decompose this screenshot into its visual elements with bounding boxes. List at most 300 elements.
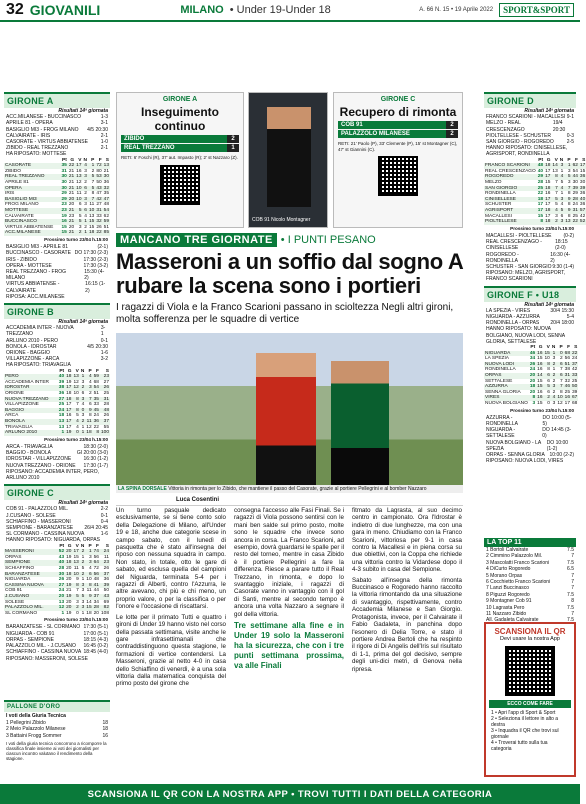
next-round-label: Prossimo turno 23/04 h.15:00: [44, 236, 108, 242]
standings-cell: 18: [66, 560, 72, 566]
result-score: 1-3: [100, 114, 108, 121]
standings-cell: 7: [76, 402, 79, 408]
standings-cell: CASORATE: [4, 163, 60, 169]
standings-cell: 52: [579, 219, 586, 225]
standings-cell: 15: [579, 168, 586, 174]
result-match: MELZO - REAL CRESCENZAGO: [486, 120, 525, 133]
standings-cell: 14: [537, 372, 543, 378]
standings-cell: 17: [537, 207, 544, 213]
standings-cell: 28: [537, 180, 544, 185]
standings-cell: 15: [61, 230, 67, 236]
card-c-row-1: COB 91 2: [338, 121, 458, 129]
standings-cell: 41: [93, 582, 99, 588]
fixture-match: RIPOSANO: MASSERONI, SOLESE: [6, 655, 88, 662]
standings-cell: 10: [88, 207, 95, 213]
standings-cell: 19: [66, 593, 72, 599]
match-card-girone-c: [333, 92, 463, 228]
standings-cell: 16: [564, 395, 571, 401]
standings-cell: 39: [100, 583, 110, 589]
standings-cell: 7: [551, 186, 558, 192]
standings-header-cell: S: [105, 368, 109, 374]
standings-cell: 29: [61, 191, 67, 197]
standings-cell: 5: [88, 174, 95, 180]
standings-cell: 47: [103, 196, 109, 202]
standings-header-cell: Pt: [538, 157, 544, 163]
standings-cell: 74: [93, 549, 99, 555]
standings-cell: 12: [76, 180, 82, 185]
standings-cell: 16: [537, 395, 543, 401]
standings-cell: 18: [88, 230, 95, 236]
round-label: Risultati 14ª giornata: [58, 500, 108, 507]
standings-cell: 18: [545, 185, 551, 191]
standings-cell: 2: [551, 219, 558, 225]
top11-player: 6 Cocchietto Franco Scarioni: [486, 579, 551, 586]
standings-cell: 5: [75, 219, 82, 225]
standings-cell: 68: [93, 379, 99, 385]
standings-cell: 18: [545, 163, 551, 169]
fixture-time: (0-2): [563, 232, 574, 239]
fixture-match: OPERA - MOTTESE: [6, 262, 52, 269]
left-column: [4, 92, 110, 662]
fixture-match: PALAZZOLO MIL. - J.CUSANO: [6, 643, 76, 650]
standings-cell: SENNA GLORIA: [485, 389, 521, 395]
standings-cell: 30: [61, 174, 67, 180]
standings-cell: SETTALESE: [485, 378, 513, 384]
standings-cell: 16: [76, 168, 82, 174]
app-promo-box: [484, 622, 576, 777]
standings-cell: 48: [537, 163, 544, 169]
fixture-match: RIPOSANO: MELZO, AGRISPORT, FRANCO SCARIONI: [486, 270, 566, 283]
standings-cell: 21: [68, 191, 75, 197]
player-portrait: [248, 92, 328, 228]
standings-cell: SL CORMANO: [5, 610, 38, 616]
result-match: ORIONE - BAGGIO: [6, 349, 50, 356]
top11-vote: 7.5: [567, 617, 574, 624]
app-steps-title: ECCO COME FARE: [489, 700, 571, 708]
standings-cell: 13: [552, 168, 558, 174]
top11-vote: 7: [571, 585, 574, 592]
photo-caption: LA SPINA DORSALE Vittoria in rimonta per lo Zibido, che mantiene il passo del Casorate, grazie al portiere Pellegrini e al bomber Nazzaro: [116, 485, 463, 493]
fixture-row: [484, 458, 576, 464]
result-score: 1-6: [100, 349, 108, 356]
standings-cell: 12: [58, 605, 65, 611]
result-match: J.CUSANO - SOLESE: [6, 512, 56, 519]
app-title: SCANSIONA IL QR: [494, 627, 566, 636]
standings-cell: 3: [81, 396, 85, 402]
standings-cell: 10: [76, 196, 82, 202]
standings-cell: 4: [552, 395, 556, 401]
result-match: HA RIPOSATO: TRIAVAGLIA: [6, 362, 71, 369]
standings-cell: 59: [93, 374, 99, 380]
standings-cell: BARANZATESE: [4, 572, 58, 578]
standings-cell: 50: [96, 180, 102, 185]
standings-cell: 9: [564, 197, 571, 203]
standings-cell: 24: [100, 549, 110, 555]
standings-cell: 20: [529, 389, 536, 395]
top11-player: 9 Montagner Cob 91: [486, 598, 532, 605]
pallone-player: 1 Pellegrini Zibido: [6, 720, 46, 727]
standings-header-cell: G: [67, 368, 72, 374]
fixture-time: 18:45 (4-0): [83, 649, 108, 656]
standings-cell: 6: [556, 362, 563, 368]
standings-table: [4, 544, 110, 617]
standings-cell: ACC.MILANESE: [4, 230, 60, 236]
right-column: [484, 92, 586, 465]
result-match: ZIBIDO - REAL TREZZANO: [6, 145, 69, 152]
top11-vote: 7: [571, 579, 574, 586]
fixture-match: SCHUSTER - SAN GIORGIO: [486, 263, 552, 270]
standings-cell: 8: [72, 408, 79, 414]
standings-cell: 12: [557, 400, 563, 406]
section-title: GIOVANILI: [29, 2, 101, 18]
match-card-girone-a: [116, 92, 244, 228]
standings-cell: 21: [68, 230, 75, 236]
standings-cell: 16: [537, 389, 543, 395]
standings-cell: 6: [547, 389, 550, 395]
app-qr-icon[interactable]: [505, 646, 555, 696]
result-match: SEMPIONE - BARANZATESE: [6, 524, 74, 531]
standings-cell: PIOLTELLESE: [484, 219, 537, 225]
standings-cell: 26: [58, 577, 65, 583]
fixture-match: BAGGIO - BONOLA: [6, 450, 52, 457]
result-match: SL CORMANO - CASSINA NUOVA: [6, 531, 85, 538]
card-a-row-1: ZIBIDO 2: [121, 135, 239, 143]
girone-title: GIRONE C: [4, 486, 110, 500]
result-match: HANNO RIPOSATO: NIGUARDA, ORPAS: [6, 537, 100, 544]
standings-cell: 22: [96, 230, 102, 236]
top11-player: 2 Cimmino Palazzolo Mil.: [486, 553, 543, 560]
app-step: 2 • Seleziona il lettore in alto a destra: [491, 716, 559, 728]
girone-title: GIRONE F • U18: [484, 288, 576, 302]
standings-cell: 7: [88, 197, 95, 203]
standings-cell: 11: [73, 565, 79, 571]
girone-title: GIRONE D: [484, 94, 576, 108]
standings-header-cell: V: [75, 368, 79, 374]
fixture-time: DO 10:00 (1-2): [546, 439, 569, 452]
standings-header-cell: F: [96, 368, 99, 374]
standings-cell: 26: [103, 565, 109, 571]
standings-cell: 3: [81, 605, 85, 611]
fixture-row: [484, 427, 576, 439]
standings-cell: 39: [579, 185, 586, 191]
standings-cell: MASSERONI: [4, 549, 58, 555]
standings-header-cell: V: [554, 157, 558, 163]
fixture-row: [484, 239, 576, 251]
standings-cell: 10: [557, 395, 563, 401]
qr-code-icon[interactable]: [378, 156, 418, 196]
standings-cell: ZIBIDO: [5, 168, 21, 174]
standings-cell: 62: [103, 213, 109, 219]
girone-a-box: [4, 92, 110, 300]
card-c-row-2: PALAZZOLO MILANESE 2: [338, 130, 458, 138]
standings-cell: 7: [560, 367, 563, 373]
result-match: CASORATE - VIRTUS ABBIATENSE: [6, 139, 88, 146]
fixture-match: VIRTUS ABBIATENSE - CALVAIRATE: [6, 281, 60, 294]
standings-cell: 38: [564, 367, 571, 373]
page-number: 32: [6, 1, 24, 18]
standings-cell: 21: [68, 207, 75, 213]
standings-header-cell: Pt: [59, 368, 65, 374]
result-match: APRILE 81 - OPERA: [6, 120, 53, 127]
standings-cell: 5: [544, 384, 551, 390]
standings-cell: ROGOREDO: [484, 174, 537, 180]
fixture-match: BUCCINASCO - CASORATE: [6, 250, 71, 257]
standings-cell: 3: [76, 599, 79, 605]
standings-cell: 53: [96, 174, 102, 180]
fixture-row: [4, 469, 110, 481]
standings-cell: 11: [86, 588, 92, 594]
standings-cell: 18: [66, 374, 72, 380]
standings-cell: 31: [572, 207, 578, 213]
standings-cell: 6: [88, 402, 92, 408]
standings-cell: 8: [72, 583, 79, 589]
standings-cell: 4: [84, 213, 87, 219]
standings-cell: 3: [84, 202, 87, 208]
standings-cell: 20: [58, 593, 65, 599]
standings-cell: 62: [572, 163, 578, 169]
article-photo: [116, 333, 463, 485]
standings-cell: 68: [564, 350, 571, 356]
pallone-score: 18: [102, 720, 108, 727]
standings-cell: 3: [81, 588, 85, 594]
standings-cell: 34: [529, 356, 536, 362]
fixture-time: (2-1): [97, 244, 108, 251]
standings-cell: 20: [68, 202, 75, 208]
pallone-title: PALLONE D'ORO: [4, 702, 110, 712]
standings-cell: 51: [103, 224, 109, 230]
standings-cell: 25: [572, 213, 578, 219]
standings-cell: 51: [93, 390, 99, 396]
top11-vote: 8: [571, 598, 574, 605]
standings-cell: 46: [564, 384, 571, 390]
standings-cell: 26: [100, 385, 110, 391]
standings-cell: 64: [93, 560, 99, 566]
standings-cell: 17: [66, 385, 72, 391]
standings-cell: 15: [537, 400, 543, 406]
standings-cell: 20: [529, 372, 536, 378]
standings-cell: 2: [72, 605, 79, 611]
fixture-time: 18:30 (2-0): [83, 443, 108, 450]
standings-cell: 6: [84, 185, 87, 191]
standings-cell: 44: [93, 588, 99, 594]
standings-cell: 1: [84, 230, 87, 236]
standings-cell: 17: [545, 168, 551, 174]
standings-header-cell: G: [70, 157, 75, 163]
standings-cell: 67: [572, 395, 578, 401]
standings-cell: 0: [81, 407, 85, 413]
standings-cell: CASSINA NUOVA: [4, 583, 58, 589]
standings-cell: 16: [545, 191, 551, 197]
standings-cell: LA SPEZIA: [485, 356, 509, 362]
fixture-time: 16:30 (4-2): [550, 251, 571, 264]
result-score: 30/4 15:30: [550, 307, 574, 314]
standings-cell: 22: [572, 350, 578, 356]
standings-cell: 45: [93, 407, 99, 413]
standings-cell: 5: [81, 565, 85, 571]
standings-cell: 5: [551, 197, 558, 203]
standings-cell: 16: [537, 350, 543, 356]
standings-cell: 2: [552, 389, 556, 395]
standings-header-cell: P: [88, 368, 92, 374]
standings-cell: 2: [81, 560, 85, 566]
article-col-2: consegna l'accesso alle Fasi Finali. Se i ragazzi di Viola possono sentirsi con le mani ben salde sul primo posto, molte sono le squadre che invece sono ancora in corsa. La Franco Scarioni, ad esempio, dovrà guardarsi le spalle per il resto del torneo, mentre in casa Zibido è il portiere Pellegrini a fare la differenza. Riesce a parare tutto il Real Trezzano, in rimonta, e dopo lo svantaggio iniziale, i ragazzi di Casorate vanno in vantaggio con il gol di Santi, mentre al secondo tempo è ancora una volta Nazzaro a segnare il gol della vittoria. Tre settimane alla fine e in Under 19 solo la Masseroni ha la sicurezza, che con i tre punti settimana prossima, va alle Finali: [234, 507, 344, 671]
standings-cell: 3: [560, 163, 564, 169]
standings-cell: 27: [103, 379, 109, 385]
standings-cell: 6: [85, 572, 92, 578]
top11-player: 7 Lanzi Buccinasco: [486, 585, 530, 592]
fixture-match: NUOVA BOLGIANO - LA SPEZIA: [486, 439, 541, 452]
standings-cell: 17: [73, 549, 79, 555]
round-label: Risultati 14ª giornata: [524, 301, 574, 308]
top11-player: 5 Morano Orpas: [486, 572, 523, 579]
standings-cell: 15: [88, 224, 95, 230]
standings-cell: 34: [93, 599, 99, 605]
standings-cell: ORPAS: [484, 373, 529, 379]
standings-cell: 8: [91, 191, 95, 197]
result-match: LA SPEZIA - VIRES: [486, 307, 531, 314]
fixture-match: RIPOSANO: NUOVA LODI, VIRES: [486, 458, 564, 465]
standings-cell: 59: [103, 219, 109, 225]
result-score: 3-1: [100, 120, 108, 127]
standings-cell: VIRES: [484, 395, 529, 401]
standings-header-cell: P: [567, 157, 571, 163]
standings-cell: 5: [564, 174, 571, 180]
result-row: [484, 120, 576, 132]
standings-cell: 15: [537, 213, 544, 219]
pallone-doro-box: [4, 700, 110, 764]
standings-cell: 18: [86, 610, 92, 616]
standings-cell: 31: [564, 372, 571, 378]
standings-cell: 7: [555, 191, 558, 197]
standings-cell: 2: [91, 168, 95, 174]
standings-table: [4, 369, 110, 436]
standings-cell: BUCCINASCO: [4, 219, 60, 225]
standings-cell: 20: [529, 378, 536, 384]
city-label: MILANO: [180, 4, 224, 16]
standings-cell: 3: [552, 384, 556, 390]
footer-banner[interactable]: SCANSIONA IL QR CON LA NOSTRA APP • TROVI TUTTI I DATI DELLA CATEGORIA: [0, 784, 580, 804]
top11-vote: 7: [571, 572, 574, 579]
result-score: 20/4 18:00: [550, 320, 574, 327]
standings-cell: 10: [86, 577, 92, 583]
standings-cell: 3: [560, 219, 564, 225]
standings-cell: 8: [85, 583, 92, 589]
standings-cell: 40: [58, 374, 65, 380]
standings-cell: 36: [579, 202, 586, 208]
result-match: NIGUARDA - AZZURRA: [486, 313, 540, 320]
standings-cell: 31: [96, 207, 102, 213]
standings-cell: 2: [84, 180, 87, 185]
standings-header-cell: N: [551, 345, 556, 350]
standings-cell: 1: [564, 163, 571, 169]
top11-player: All. Gadaleta Calvairate: [486, 617, 539, 624]
standings-cell: 85: [103, 230, 109, 236]
standings-cell: 6: [556, 373, 563, 379]
standings-cell: 29: [537, 174, 544, 180]
standings-cell: 36: [579, 174, 586, 180]
standings-cell: 15: [88, 219, 95, 225]
result-score: 2-5: [566, 139, 574, 146]
standings-cell: 26: [103, 413, 109, 419]
result-score: 0-1: [100, 512, 108, 519]
standings-cell: 7: [555, 180, 558, 185]
standings-cell: 19: [66, 582, 72, 588]
standings-cell: 28: [103, 402, 109, 408]
pallone-score: 18: [102, 726, 108, 733]
result-score: 4/5 20:30: [87, 126, 108, 133]
qr-code-icon[interactable]: [160, 165, 200, 205]
result-score: 3-2: [100, 356, 108, 363]
result-score: 9-1: [566, 114, 574, 121]
fixture-row: [484, 270, 576, 282]
standings-cell: 17: [66, 402, 72, 408]
next-round-label: Prossimo turno 23/04 h.15:00: [44, 436, 108, 442]
standings-cell: 0: [547, 400, 550, 406]
girone-c-box: [4, 484, 110, 662]
standings-cell: 35: [61, 163, 67, 169]
standings-cell: SAN GIORGIO: [484, 186, 537, 192]
standings-cell: APRILE 81: [5, 180, 29, 185]
standings-cell: 4: [560, 185, 564, 191]
standings-cell: REAL CRESCENZAGO: [485, 168, 536, 174]
top11-vote: 7: [571, 553, 574, 560]
standings-cell: OPERA: [4, 186, 60, 192]
standings-cell: 6: [81, 390, 85, 396]
standings-cell: 15: [537, 384, 543, 390]
standings-cell: 33: [93, 402, 99, 408]
result-score: 0-4: [100, 518, 108, 525]
standings-cell: 56: [93, 554, 99, 560]
fixture-match: REAL TREZZANO - FROG MILANO: [6, 268, 67, 282]
standings-cell: 31: [61, 168, 67, 174]
standings-cell: 26: [96, 224, 102, 230]
result-score: 3-1: [100, 325, 106, 338]
standings-cell: 19: [66, 379, 72, 385]
standings-cell: 20: [66, 565, 72, 571]
standings-cell: 20: [66, 577, 72, 583]
standings-cell: 25: [58, 402, 65, 408]
standings-header-cell: P: [91, 157, 95, 163]
standings-cell: 29: [572, 191, 578, 197]
fixture-row: [484, 415, 576, 427]
standings-cell: 13: [76, 174, 82, 180]
standings-cell: 18: [537, 196, 544, 202]
standings-cell: 39: [572, 185, 578, 191]
standings-header-cell: G: [67, 543, 72, 549]
fixture-match: IDROSTAR - VILLAPIZZONE: [6, 456, 72, 463]
standings-cell: 11: [104, 554, 109, 560]
result-match: VILLAPIZZONE - ARCA: [6, 356, 60, 363]
standings-cell: 8: [551, 174, 558, 180]
standings-cell: 72: [96, 163, 102, 169]
fixture-match: BARANZATESE - SL CORMANO: [6, 624, 81, 631]
standings-cell: 40: [579, 196, 586, 202]
standings-header-cell: P: [88, 543, 92, 549]
standings-cell: NUOVA TREZZANO: [4, 397, 58, 403]
standings-cell: 3: [81, 582, 85, 588]
standings-cell: SCHIAFFINO: [5, 565, 35, 571]
standings-cell: 47: [96, 191, 102, 197]
standings-cell: 54: [93, 385, 99, 391]
standings-cell: 69: [103, 599, 109, 605]
standings-cell: 3: [81, 599, 85, 605]
standings-cell: ACCADEMIA INTER: [5, 379, 49, 385]
result-score: 26/4 20:45: [84, 524, 108, 531]
standings-cell: 37: [572, 361, 578, 367]
fixture-match: ORPAS - SENNA GLORIA: [486, 451, 545, 458]
standings-header-cell: V: [75, 543, 79, 549]
standings-cell: 1: [552, 350, 556, 356]
